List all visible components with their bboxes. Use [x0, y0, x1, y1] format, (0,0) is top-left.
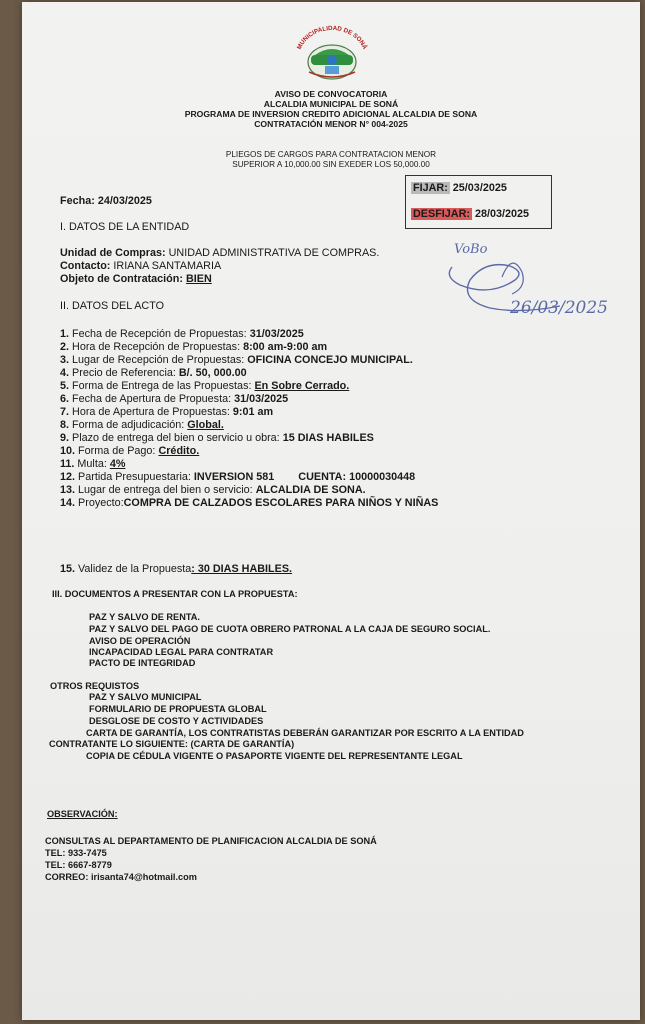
- header-line-4: CONTRATACIÓN MENOR N° 004-2025: [254, 119, 408, 129]
- municipality-seal-logo: [287, 24, 377, 86]
- desfijar-value: 28/03/2025: [475, 208, 530, 220]
- fecha-line: [60, 195, 152, 208]
- acto-item-6: 6. Fecha de Apertura de Propuesta: 31/03/2025: [60, 393, 289, 405]
- section-2-title: II. DATOS DEL ACTO: [60, 300, 164, 312]
- doc-item-4: INCAPACIDAD LEGAL PARA CONTRATAR: [89, 647, 274, 657]
- doc-item-5: PACTO DE INTEGRIDAD: [89, 658, 196, 668]
- fijar-line: [411, 182, 507, 195]
- acto-item-11: 11. Multa: 4%: [60, 458, 126, 470]
- pliegos-line-1: PLIEGOS DE CARGOS PARA CONTRATACION MENOR: [225, 150, 437, 159]
- header-line-3: PROGRAMA DE INVERSION CREDITO ADICIONAL ALCALDIA DE SONA: [184, 109, 478, 119]
- document-page: [22, 2, 640, 1020]
- svg-text:26/03/2025: 26/03/2025: [510, 298, 608, 318]
- handwritten-signature: [442, 237, 637, 327]
- otros-item-3: DESGLOSE DE COSTO Y ACTIVIDADES: [89, 716, 264, 726]
- fijar-value: 25/03/2025: [452, 182, 507, 194]
- pliegos-line-2: SUPERIOR A 10,000.00 SIN EXEDER LOS 50,000.00: [232, 160, 430, 169]
- unidad-label: Unidad de Compras:: [60, 247, 166, 259]
- contacto-value: IRIANA SANTAMARIA: [113, 260, 222, 272]
- objeto-value: BIEN: [185, 273, 212, 285]
- contacto-line: [60, 260, 221, 273]
- otros-item-4-cont: CONTRATANTE LO SIGUIENTE: (CARTA DE GARANTÍA): [49, 739, 295, 749]
- desfijar-line: [411, 208, 529, 221]
- acto-item-7: 7. Hora de Apertura de Propuestas: 9:01 am: [60, 406, 274, 418]
- section-3-title: III. DOCUMENTOS A PRESENTAR CON LA PROPUESTA:: [52, 589, 298, 599]
- correo-value: irisanta74@hotmail.com: [90, 872, 197, 882]
- header-line-2: ALCALDIA MUNICIPAL DE SONÁ: [263, 99, 399, 109]
- desfijar-label: DESFIJAR:: [413, 208, 470, 220]
- acto-item-14: 14. Proyecto:COMPRA DE CALZADOS ESCOLARES PARA NIÑOS Y NIÑAS: [60, 497, 439, 509]
- posting-dates-box: [405, 175, 552, 229]
- observacion-title: OBSERVACIÓN:: [47, 809, 118, 819]
- acto-item-13: 13. Lugar de entrega del bien o servicio: ALCALDIA DE SONA.: [60, 484, 366, 496]
- acto-item-12: 12. Partida Presupuestaria: INVERSION 581 CUENTA: 10000030448: [60, 471, 416, 483]
- section-1-title: I. DATOS DE LA ENTIDAD: [60, 221, 190, 233]
- tel-1: TEL: 933-7475: [45, 848, 107, 858]
- unidad-value: UNIDAD ADMINISTRATIVA DE COMPRAS.: [168, 247, 380, 259]
- correo-line: [45, 872, 197, 883]
- otros-item-4: CARTA DE GARANTÍA, LOS CONTRATISTAS DEBERÁN GARANTIZAR POR ESCRITO A LA ENTIDAD: [86, 728, 524, 738]
- objeto-line: [60, 273, 212, 286]
- svg-text:VoBo: VoBo: [454, 242, 488, 257]
- header-line-1: AVISO DE CONVOCATORIA: [274, 89, 388, 99]
- contacto-label: Contacto:: [60, 260, 111, 272]
- acto-item-10: 10. Forma de Pago: Crédito.: [60, 445, 200, 457]
- otros-title: OTROS REQUISTOS: [50, 681, 140, 691]
- acto-item-1: 1. Fecha de Recepción de Propuestas: 31/03/2025: [60, 328, 304, 340]
- unidad-line: [60, 247, 379, 260]
- fecha-label: Fecha:: [60, 195, 95, 207]
- consultas-line: CONSULTAS AL DEPARTAMENTO DE PLANIFICACION ALCALDIA DE SONÁ: [45, 836, 377, 846]
- otros-item-2: FORMULARIO DE PROPUESTA GLOBAL: [89, 704, 267, 714]
- acto-item-8: 8. Forma de adjudicación: Global.: [60, 419, 224, 431]
- doc-item-1: PAZ Y SALVO DE RENTA.: [89, 612, 200, 622]
- acto-item-9: 9. Plazo de entrega del bien o servicio u obra: 15 DIAS HABILES: [60, 432, 374, 444]
- acto-item-3: 3. Lugar de Recepción de Propuestas: OFICINA CONCEJO MUNICIPAL.: [60, 354, 413, 366]
- fecha-value: 24/03/2025: [97, 195, 152, 207]
- otros-item-1: PAZ Y SALVO MUNICIPAL: [89, 692, 202, 702]
- correo-label: CORREO:: [45, 872, 89, 882]
- acto-item-4: 4. Precio de Referencia: B/. 50, 000.00: [60, 367, 247, 379]
- tel-2: TEL: 6667-8779: [45, 860, 112, 870]
- objeto-label: Objeto de Contratación:: [60, 273, 183, 285]
- acto-item-2: 2. Hora de Recepción de Propuestas: 8:00 am-9:00 am: [60, 341, 328, 353]
- fijar-label: FIJAR:: [413, 182, 448, 194]
- svg-text:MUNICIPALIDAD DE SONÁ: MUNICIPALIDAD DE SONÁ: [295, 24, 369, 51]
- doc-item-2: PAZ Y SALVO DEL PAGO DE CUOTA OBRERO PATRONAL A LA CAJA DE SEGURO SOCIAL.: [89, 624, 491, 634]
- otros-item-5: COPIA DE CÉDULA VIGENTE O PASAPORTE VIGENTE DEL REPRESENTANTE LEGAL: [86, 751, 463, 761]
- acto-item-15: 15. Validez de la Propuesta: 30 DIAS HABILES.: [60, 563, 293, 575]
- doc-item-3: AVISO DE OPERACIÓN: [89, 636, 191, 646]
- acto-item-5: 5. Forma de Entrega de las Propuestas: En Sobre Cerrado.: [60, 380, 350, 392]
